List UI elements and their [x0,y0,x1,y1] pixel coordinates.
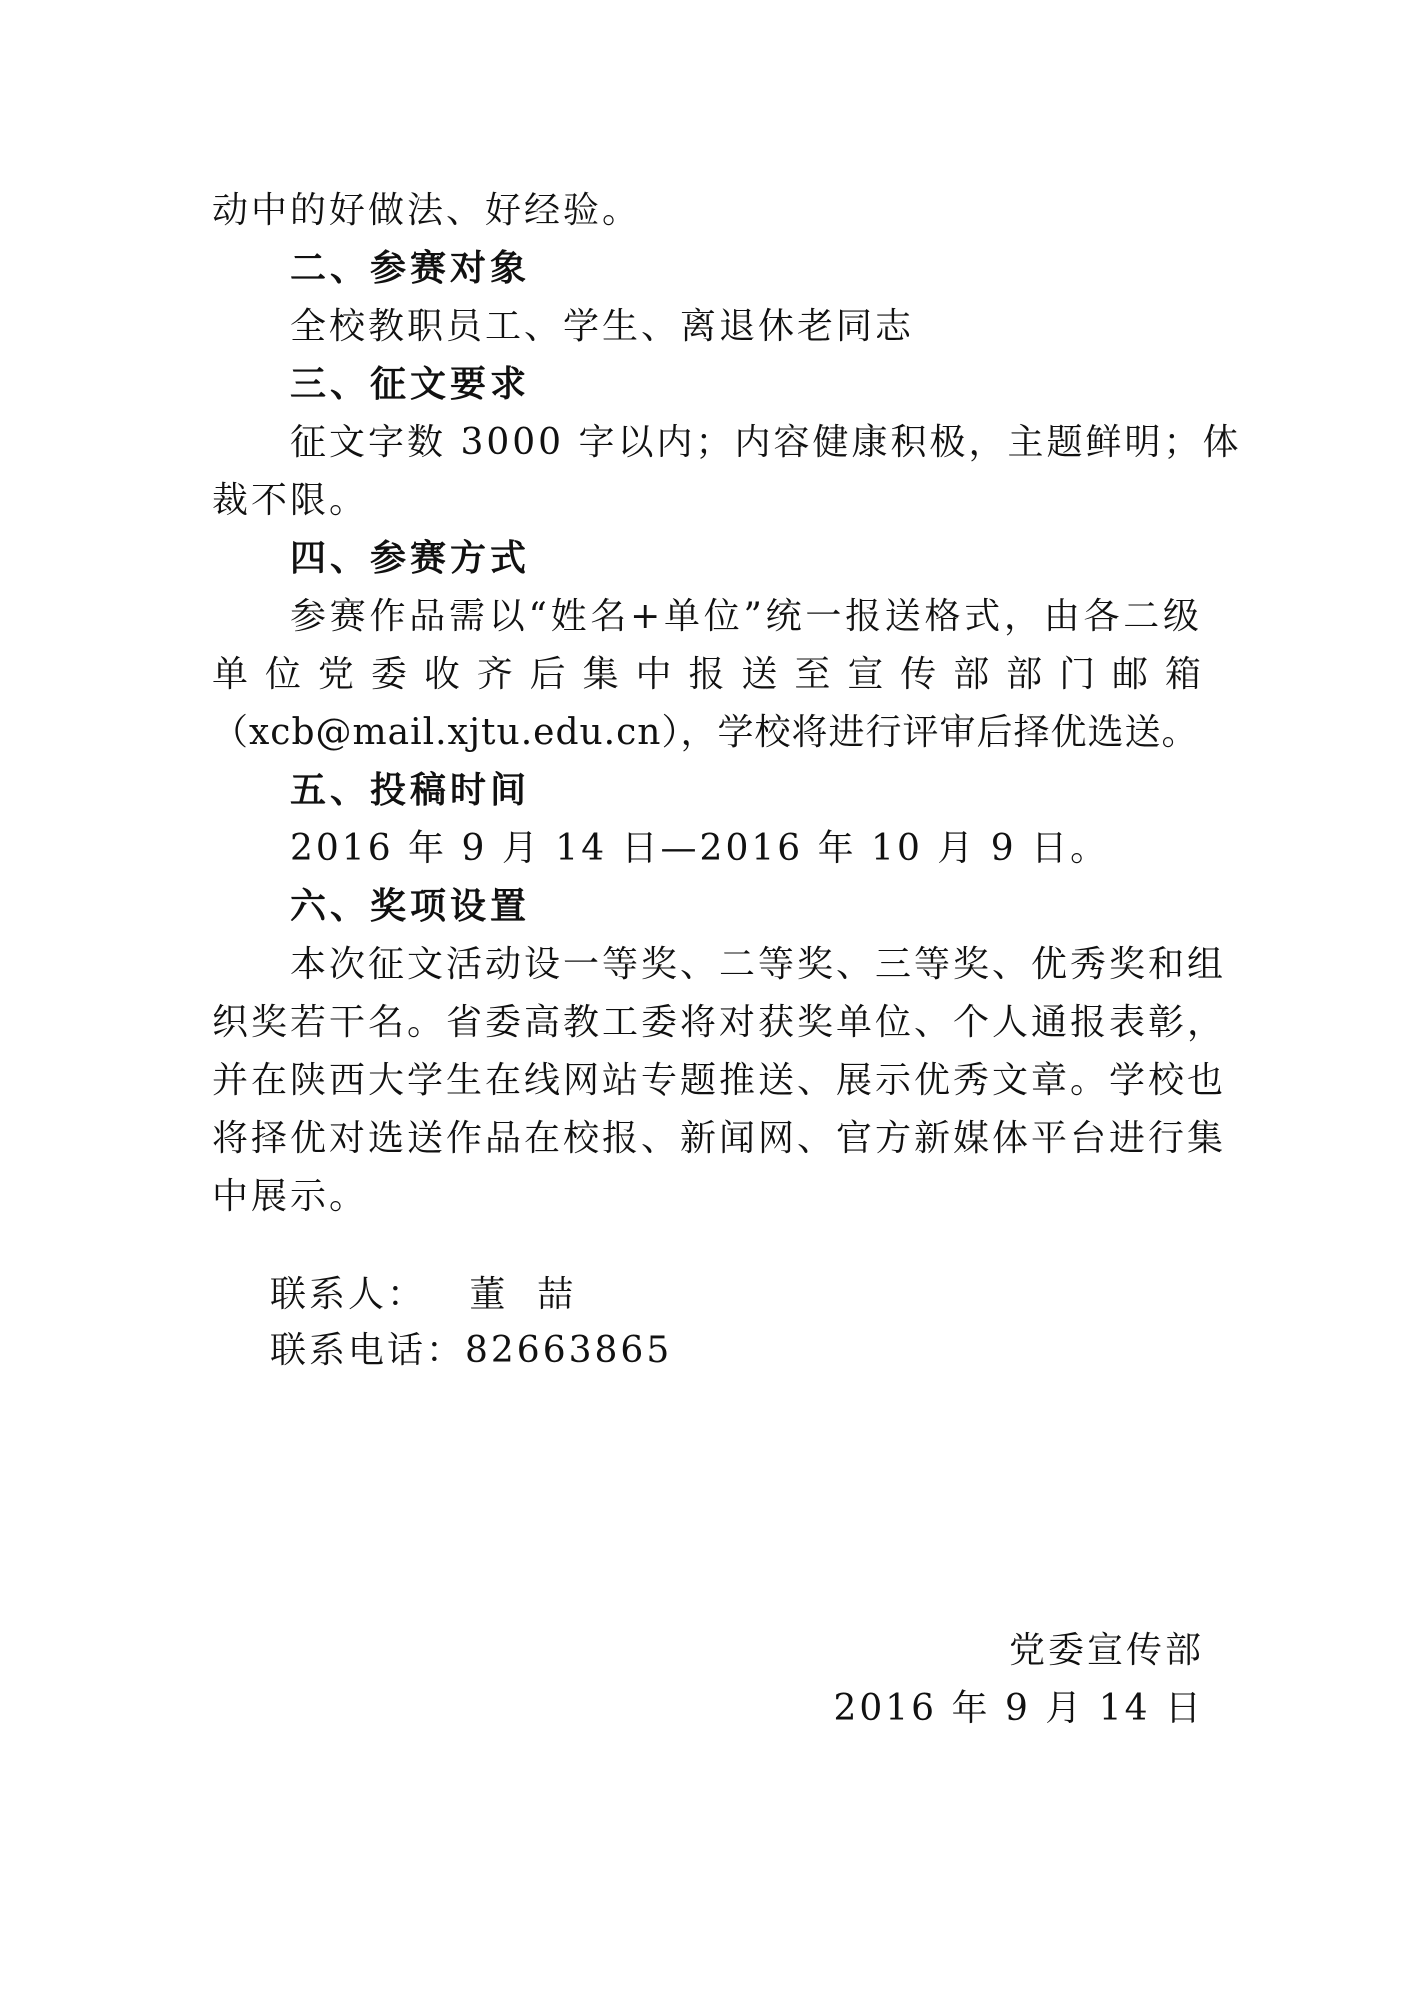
section-heading-participants: 二、参赛对象 [290,248,531,289]
section-heading-deadline: 五、投稿时间 [290,770,531,811]
section-text-awards-line-2: 织奖若干名。省委高教工委将对获奖单位、个人通报表彰， [212,1002,1227,1043]
section-text-awards-line-1: 本次征文活动设一等奖、二等奖、三等奖、优秀奖和组 [290,944,1227,985]
section-heading-awards: 六、奖项设置 [290,886,531,927]
intro-tail-text: 动中的好做法、好经验。 [212,190,642,231]
section-heading-requirements: 三、征文要求 [290,364,531,405]
section-text-method-line-3: （xcb@mail.xjtu.edu.cn），学校将进行评审后择优选送。 [212,712,1199,753]
contact-person: 联系人： 董 喆 [270,1274,577,1315]
section-text-requirements-line-1: 征文字数 3000 字以内；内容健康积极，主题鲜明；体 [290,422,1242,463]
section-text-participants: 全校教职员工、学生、离退休老同志 [290,306,915,347]
section-text-requirements-line-2: 裁不限。 [212,480,369,521]
section-text-awards-line-5: 中展示。 [212,1176,369,1217]
section-text-deadline: 2016 年 9 月 14 日—2016 年 10 月 9 日。 [290,828,1110,869]
section-text-method-line-1: 参赛作品需以“姓名+单位”统一报送格式，由各二级 [290,596,1202,637]
signature-organization: 党委宣传部 [1008,1630,1204,1671]
contact-phone: 联系电话：82663865 [270,1330,673,1371]
signature-date: 2016 年 9 月 14 日 [833,1688,1204,1729]
section-text-awards-line-4: 将择优对选送作品在校报、新闻网、官方新媒体平台进行集 [212,1118,1227,1159]
section-text-method-line-2: 单位党委收齐后集中报送至宣传部部门邮箱 [212,654,1204,695]
section-text-awards-line-3: 并在陕西大学生在线网站专题推送、展示优秀文章。学校也 [212,1060,1227,1101]
section-heading-method: 四、参赛方式 [290,538,531,579]
